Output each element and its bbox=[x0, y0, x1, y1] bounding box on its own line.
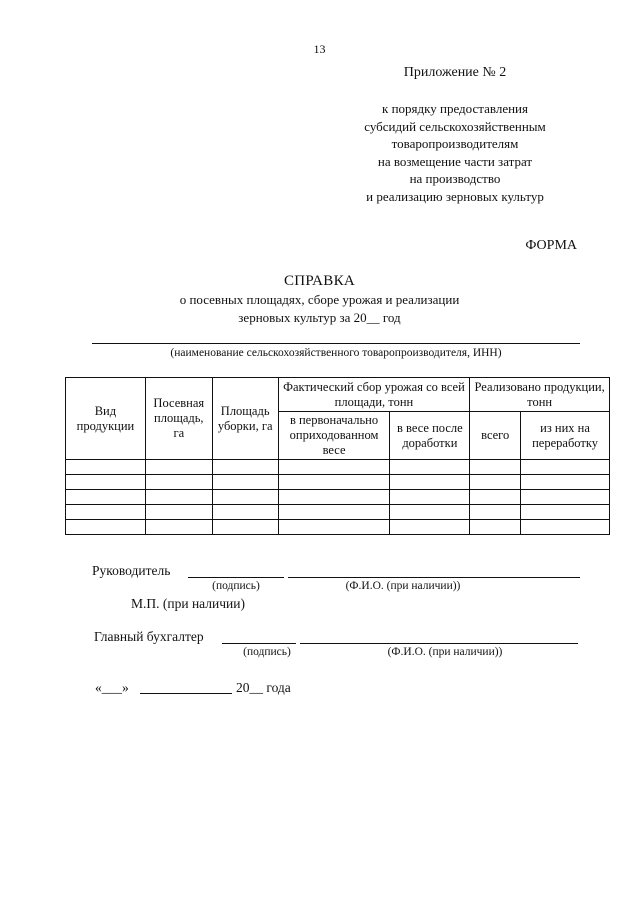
table-cell[interactable] bbox=[212, 505, 278, 520]
appendix-title: Приложение № 2 bbox=[403, 65, 507, 80]
table-cell[interactable] bbox=[278, 475, 390, 490]
appendix-line: к порядку предоставления bbox=[382, 101, 528, 116]
table-cell[interactable] bbox=[278, 460, 390, 475]
table-cell[interactable] bbox=[212, 490, 278, 505]
header-sold: Реализовано продукции, тонн bbox=[470, 378, 610, 412]
table-cell[interactable] bbox=[521, 475, 610, 490]
table-cell[interactable] bbox=[278, 490, 390, 505]
table-cell[interactable] bbox=[390, 475, 470, 490]
appendix-line: товаропроизводителям bbox=[391, 136, 519, 151]
document-title: СПРАВКА bbox=[283, 273, 356, 289]
appendix-line: на возмещение части затрат bbox=[377, 153, 533, 169]
table-cell[interactable] bbox=[521, 505, 610, 520]
table-cell[interactable] bbox=[470, 490, 521, 505]
header-initial-weight: в первоначально оприходованном весе bbox=[278, 412, 390, 460]
appendix-line: субсидий сельскохозяйственным bbox=[364, 118, 546, 134]
form-label: ФОРМА bbox=[525, 238, 577, 253]
table-cell[interactable] bbox=[470, 475, 521, 490]
appendix-description bbox=[330, 100, 580, 205]
accountant-signature-line[interactable] bbox=[222, 643, 296, 644]
appendix-line: на производство bbox=[409, 171, 501, 186]
table-cell[interactable] bbox=[145, 475, 212, 490]
table-cell[interactable] bbox=[66, 490, 146, 505]
table-cell[interactable] bbox=[66, 460, 146, 475]
producer-name-line[interactable] bbox=[92, 343, 580, 344]
stamp-label: М.П. (при наличии) bbox=[131, 596, 245, 611]
table-row bbox=[66, 490, 610, 505]
date-day-field[interactable]: «___» bbox=[95, 680, 129, 695]
table-row bbox=[66, 475, 610, 490]
header-harvest-area: Площадь уборки, га bbox=[212, 378, 278, 460]
table-cell[interactable] bbox=[145, 505, 212, 520]
table-row bbox=[66, 505, 610, 520]
table-cell[interactable] bbox=[66, 520, 146, 535]
table-cell[interactable] bbox=[145, 490, 212, 505]
table-cell[interactable] bbox=[212, 520, 278, 535]
table-row bbox=[66, 520, 610, 535]
table-cell[interactable] bbox=[470, 520, 521, 535]
date-month-line[interactable] bbox=[140, 693, 232, 694]
harvest-table bbox=[65, 377, 610, 535]
table-cell[interactable] bbox=[521, 460, 610, 475]
header-after-processing: в весе после доработки bbox=[390, 412, 470, 460]
table-cell[interactable] bbox=[145, 520, 212, 535]
head-fio-line[interactable] bbox=[288, 577, 580, 578]
table-cell[interactable] bbox=[66, 505, 146, 520]
table-cell[interactable] bbox=[66, 475, 146, 490]
appendix-line: и реализацию зерновых культур bbox=[366, 188, 544, 204]
head-signature-line[interactable] bbox=[188, 577, 284, 578]
head-label: Руководитель bbox=[92, 563, 171, 578]
table-cell[interactable] bbox=[278, 520, 390, 535]
page-number: 13 bbox=[313, 42, 326, 56]
table-cell[interactable] bbox=[212, 460, 278, 475]
header-sown-area: Посевная площадь, га bbox=[145, 378, 212, 460]
producer-caption: (наименование сельскохозяйственного товаропроизводителя, ИНН) bbox=[170, 347, 502, 359]
accountant-fio-caption: (Ф.И.О. (при наличии)) bbox=[387, 646, 503, 658]
table-cell[interactable] bbox=[470, 505, 521, 520]
head-signature-caption: (подпись) bbox=[212, 580, 260, 592]
accountant-signature-caption: (подпись) bbox=[243, 646, 291, 658]
table-cell[interactable] bbox=[278, 505, 390, 520]
header-actual-harvest: Фактический сбор урожая со всей площади, тонн bbox=[278, 378, 470, 412]
header-product: Вид продукции bbox=[66, 378, 146, 460]
table-cell[interactable] bbox=[470, 460, 521, 475]
table-cell[interactable] bbox=[212, 475, 278, 490]
head-fio-caption: (Ф.И.О. (при наличии)) bbox=[345, 580, 461, 592]
header-for-processing: из них на переработку bbox=[521, 412, 610, 460]
subtitle-line: зерновых культур за 20__ год bbox=[238, 310, 401, 325]
header-total: всего bbox=[470, 412, 521, 460]
table-cell[interactable] bbox=[390, 490, 470, 505]
subtitle-line: о посевных площадях, сборе урожая и реализации bbox=[179, 292, 460, 307]
accountant-fio-line[interactable] bbox=[300, 643, 578, 644]
table-row bbox=[66, 460, 610, 475]
table-cell[interactable] bbox=[390, 505, 470, 520]
accountant-label: Главный бухгалтер bbox=[94, 629, 204, 644]
document-subtitle bbox=[0, 291, 639, 327]
table-cell[interactable] bbox=[145, 460, 212, 475]
date-year-label: 20__ года bbox=[236, 680, 291, 695]
table-cell[interactable] bbox=[390, 460, 470, 475]
table-cell[interactable] bbox=[390, 520, 470, 535]
table-cell[interactable] bbox=[521, 520, 610, 535]
table-cell[interactable] bbox=[521, 490, 610, 505]
